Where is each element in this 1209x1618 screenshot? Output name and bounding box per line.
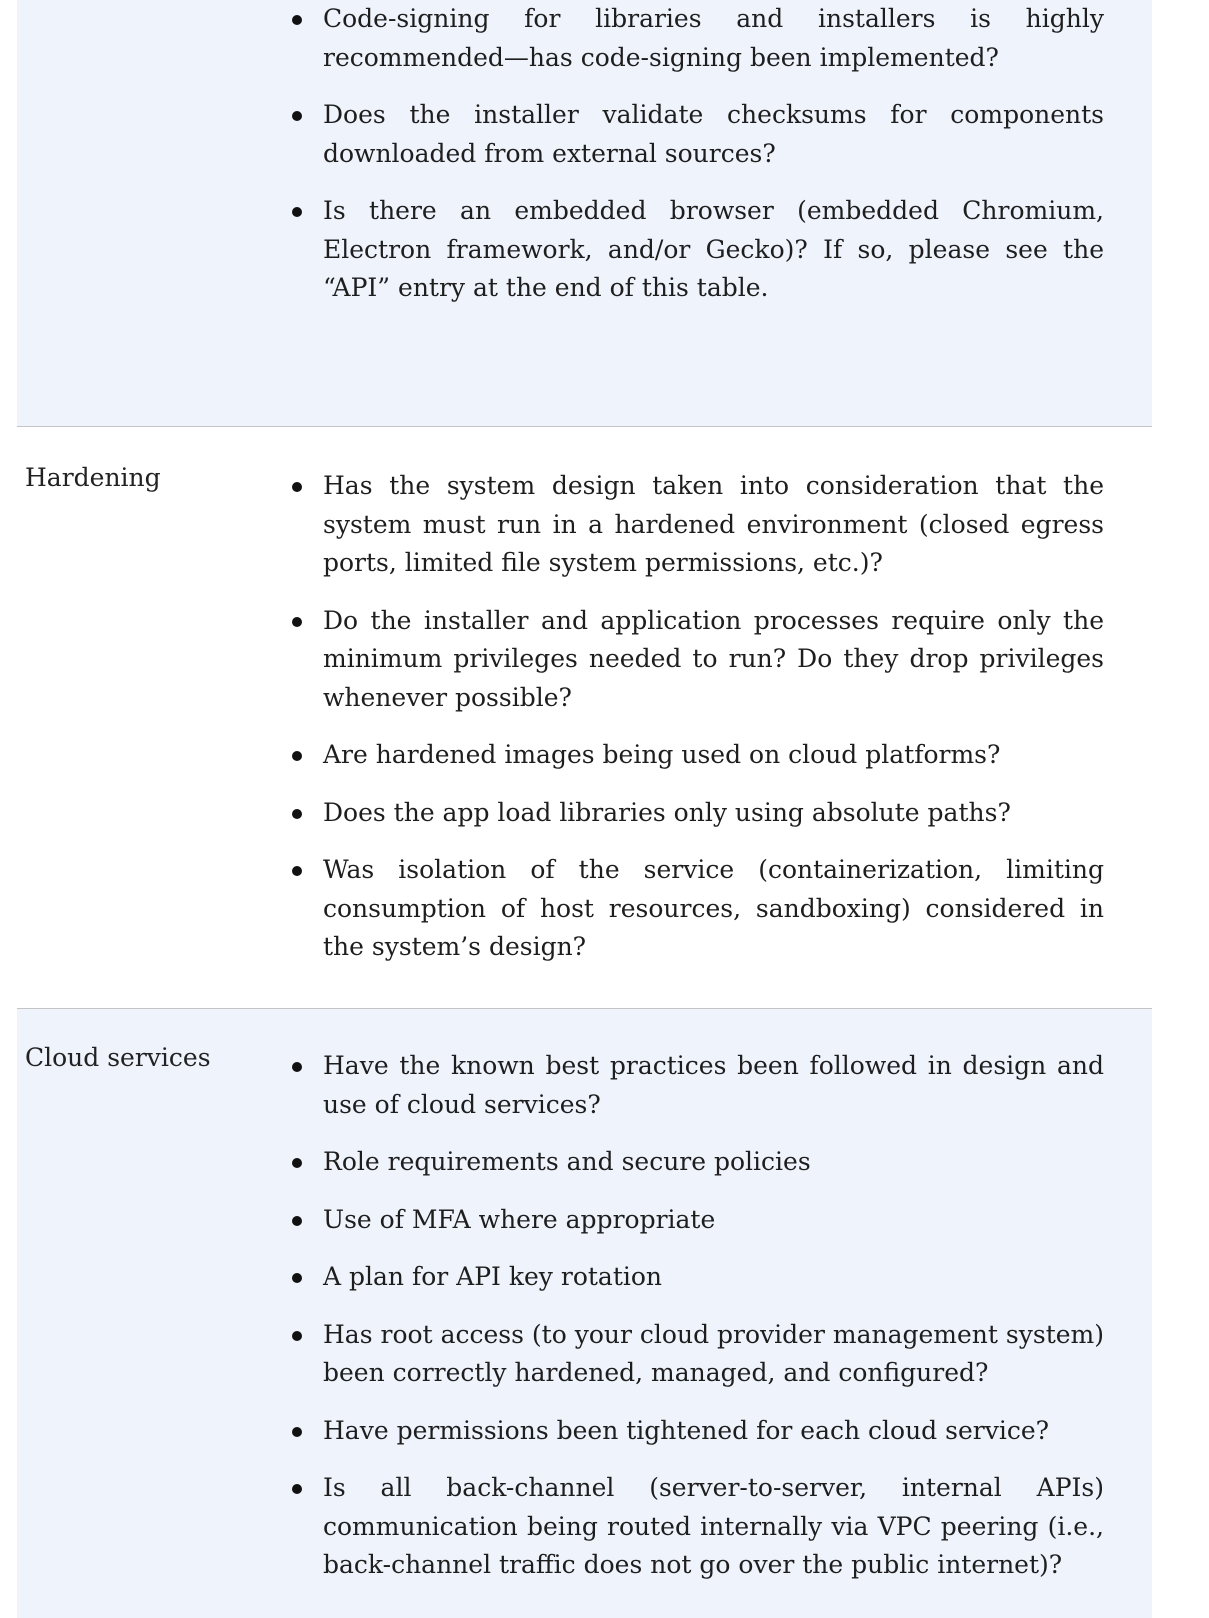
list-item: Are hardened images being used on cloud platforms? xyxy=(289,736,1104,775)
list-item: Have permissions been tightened for each cloud service? xyxy=(289,1412,1104,1451)
checklist-table xyxy=(17,0,1152,1618)
list-item: Does the installer validate checksums for components downloaded from external sources? xyxy=(289,96,1104,173)
list-item: Does the app load libraries only using absolute paths? xyxy=(289,794,1104,833)
list-item: Was isolation of the service (containerization, limiting consumption of host resources, sandboxing) considered in the system’s design? xyxy=(289,851,1104,967)
row-label-cloud-services: Cloud services xyxy=(25,1043,211,1072)
table-row-installer-security xyxy=(17,0,1152,427)
list-item: Use of MFA where appropriate xyxy=(289,1201,1104,1240)
list-item: Have the known best practices been followed in design and use of cloud services? xyxy=(289,1047,1104,1124)
list-item: Has the system design taken into consideration that the system must run in a hardened environment (closed egress ports, limited file system permissions, etc.)? xyxy=(289,467,1104,583)
list-item: Is there an embedded browser (embedded Chromium, Electron framework, and/or Gecko)? If so, please see the “API” entry at the end of this table. xyxy=(289,192,1104,308)
row-item-list xyxy=(289,467,1104,986)
list-item: Is all back-channel (server-to-server, internal APIs) communication being routed internally via VPC peering (i.e., back-channel traffic does not go over the public internet)? xyxy=(289,1469,1104,1585)
list-item: Do the installer and application processes require only the minimum privileges needed to run? Do they drop privileges whenever possible? xyxy=(289,602,1104,718)
table-row-cloud-services xyxy=(17,1009,1152,1618)
row-label-hardening: Hardening xyxy=(25,463,161,492)
list-item: A plan for API key rotation xyxy=(289,1258,1104,1297)
list-item: Role requirements and secure policies xyxy=(289,1143,1104,1182)
row-item-list xyxy=(289,1047,1104,1604)
table-row-hardening xyxy=(17,427,1152,1009)
list-item: Has root access (to your cloud provider management system) been correctly hardened, managed, and configured? xyxy=(289,1316,1104,1393)
list-item: Code-signing for libraries and installers is highly recommended—has code-signing been implemented? xyxy=(289,0,1104,77)
row-item-list xyxy=(289,0,1104,327)
